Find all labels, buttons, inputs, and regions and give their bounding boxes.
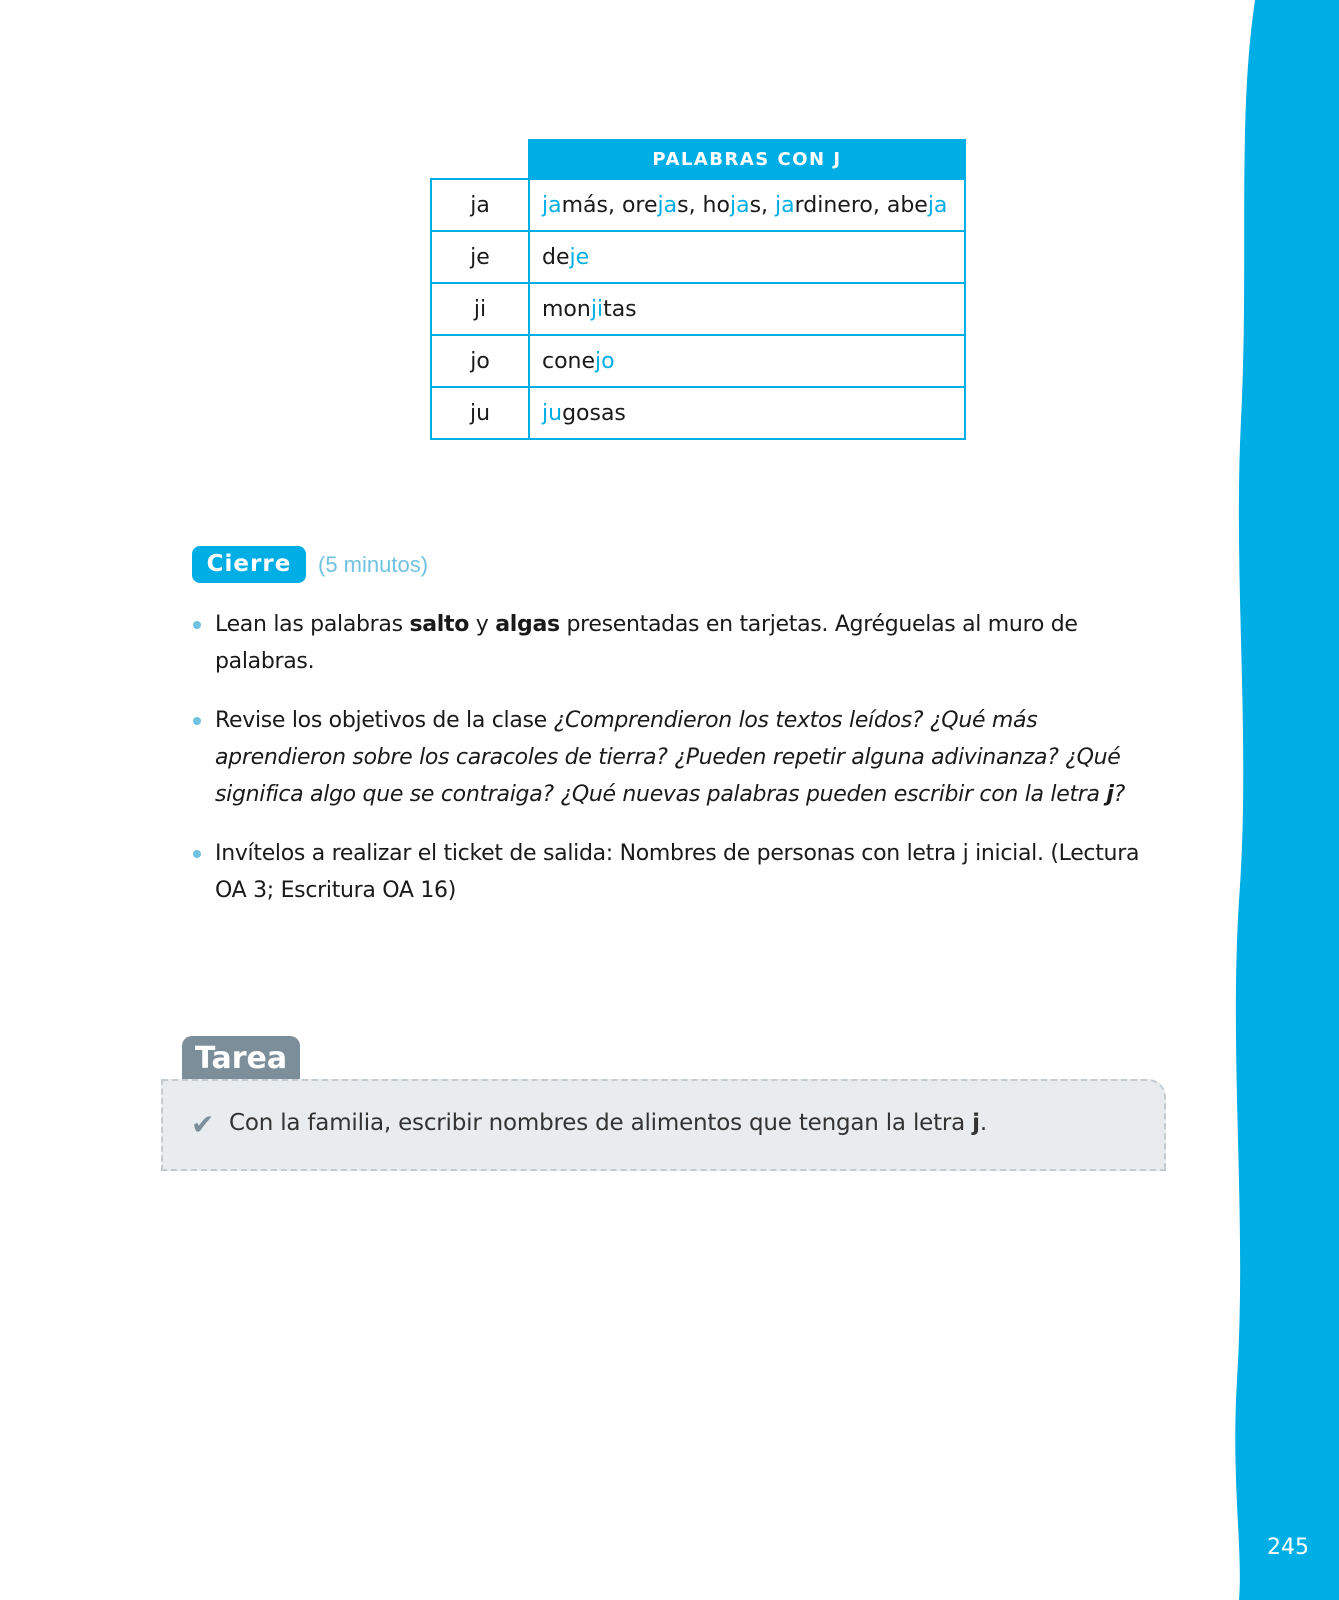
list-item: [193, 835, 1171, 909]
words-cell: [529, 283, 965, 335]
words-cell: [529, 231, 965, 283]
highlighted-syllable: ju: [542, 400, 563, 426]
cierre-badge: Cierre: [192, 546, 306, 583]
highlighted-syllable: ja: [542, 192, 562, 218]
words-cell: [529, 387, 965, 439]
highlighted-syllable: jo: [595, 348, 615, 374]
tarea-text-bold: j: [972, 1110, 980, 1136]
bullet-text: algas: [495, 612, 560, 637]
word-text: rdinero, abe: [794, 192, 928, 218]
word-text: tas: [603, 296, 637, 322]
words-cell: [529, 179, 965, 231]
word-text: gosas: [562, 400, 626, 426]
list-item: [193, 606, 1171, 680]
bullet-dot-icon: [193, 850, 201, 858]
tarea-text-after: .: [979, 1110, 987, 1136]
highlighted-syllable: je: [569, 244, 590, 270]
bullet-text: Invítelos a realizar el ticket de salida: Nombres de personas con letra j inicial. (Lectura OA 3; Escritura OA 16): [215, 841, 1140, 903]
highlighted-syllable: ja: [729, 192, 750, 218]
syllable-cell: je: [431, 231, 529, 283]
bullet-dot-icon: [193, 621, 201, 629]
bullet-text: j: [1106, 782, 1114, 807]
syllable-cell: jo: [431, 335, 529, 387]
table-body: [431, 179, 965, 439]
cierre-bullets: [193, 606, 1171, 931]
word-text: s,: [749, 192, 776, 218]
highlighted-syllable: ja: [657, 192, 678, 218]
checkmark-icon: ✔: [191, 1109, 215, 1140]
list-item: [193, 702, 1171, 813]
syllable-table: [430, 139, 966, 440]
table-header: PALABRAS CON J: [529, 140, 965, 179]
bullet-text: y: [469, 612, 496, 637]
highlighted-syllable: ji: [590, 296, 604, 322]
syllable-cell: ju: [431, 387, 529, 439]
word-text: mon: [542, 296, 591, 322]
highlighted-syllable: ja: [927, 192, 948, 218]
word-text: s, ho: [677, 192, 730, 218]
tarea-text: [229, 1110, 987, 1136]
tarea-tab: Tarea: [182, 1036, 300, 1080]
bullet-text: ?: [1113, 782, 1126, 807]
table-row: [431, 231, 965, 283]
tarea-box: [161, 1079, 1166, 1171]
words-cell: [529, 335, 965, 387]
table-row: [431, 335, 965, 387]
tarea-text-before: Con la familia, escribir nombres de alimentos que tengan la letra: [229, 1110, 973, 1136]
bullet-text: ¿Comprendieron los textos leídos? ¿Qué más aprendieron sobre los caracoles de tierra? ¿Pueden repetir alguna adivinanza? ¿Qué significa algo que se contraiga? ¿Qué nuevas palabras pueden escribir con la letra: [215, 708, 1121, 807]
table-row: [431, 283, 965, 335]
table-corner: [431, 140, 529, 179]
bullet-text: salto: [409, 612, 470, 637]
syllable-cell: ja: [431, 179, 529, 231]
side-band: [1229, 0, 1339, 1600]
word-text: de: [542, 244, 570, 270]
page-number: 245: [1267, 1535, 1309, 1560]
cierre-time: (5 minutos): [318, 552, 429, 577]
word-text: cone: [542, 348, 596, 374]
table-row: [431, 179, 965, 231]
table-row: [431, 387, 965, 439]
bullet-text: presentadas en tarjetas. Agréguelas al muro de palabras.: [215, 612, 1078, 674]
bullet-dot-icon: [193, 717, 201, 725]
bullet-text: Revise los objetivos de la clase: [215, 708, 554, 733]
syllable-cell: ji: [431, 283, 529, 335]
highlighted-syllable: ja: [775, 192, 795, 218]
bullet-text: Lean las palabras: [215, 612, 410, 637]
word-text: más, ore: [561, 192, 658, 218]
